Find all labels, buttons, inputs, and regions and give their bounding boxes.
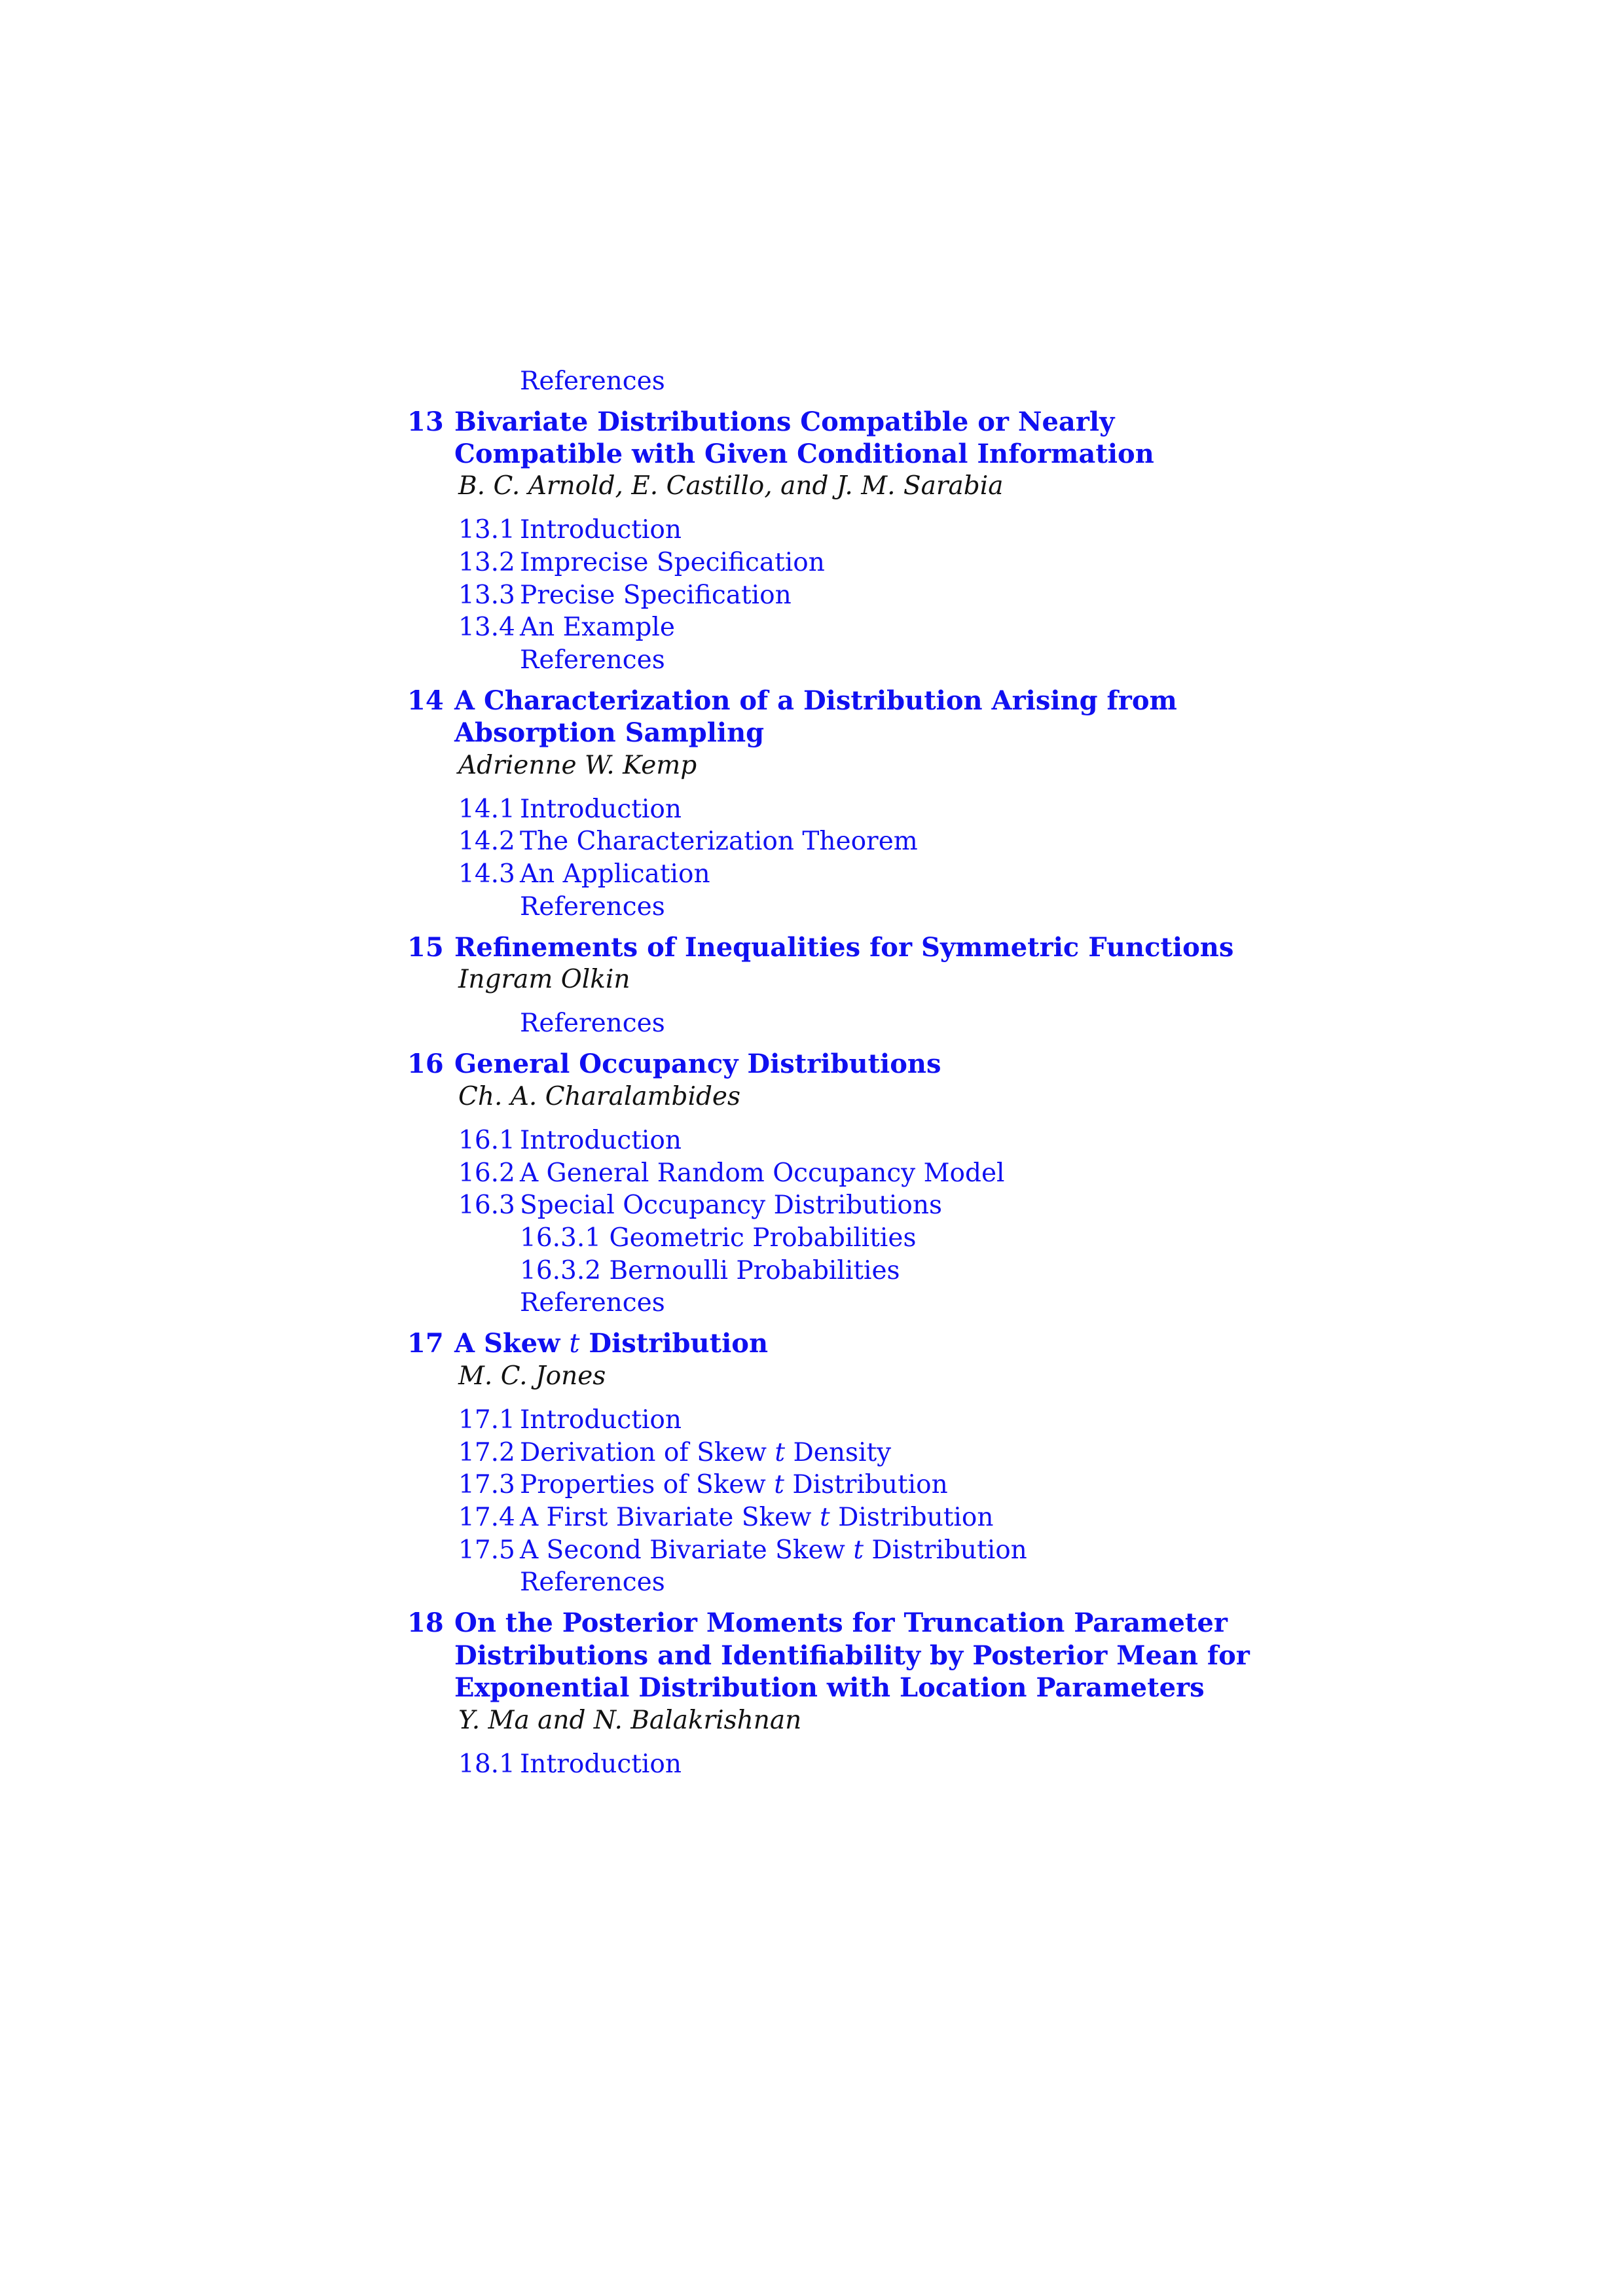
section-number: 14.1	[458, 795, 515, 824]
chapter-title-line: Exponential Distribution with Location Parameters	[454, 1672, 1205, 1703]
section-title: Introduction	[520, 1405, 682, 1435]
section-number: 18.1	[458, 1749, 515, 1779]
toc-link-references[interactable]: References	[520, 892, 665, 922]
title-text: A Second Bivariate Skew	[520, 1535, 845, 1565]
section-number: 14.3	[458, 859, 515, 889]
section-number: 16.3	[458, 1191, 515, 1220]
math-variable: t	[569, 1329, 580, 1359]
section-title: A General Random Occupancy Model	[520, 1158, 1005, 1188]
math-variable: t	[819, 1503, 830, 1532]
chapter-number: 18	[407, 1607, 444, 1638]
chapter-number: 17	[407, 1328, 444, 1359]
title-text: Distribution	[589, 1328, 769, 1359]
section-number: 14.2	[458, 827, 515, 856]
chapter-authors: Adrienne W. Kemp	[458, 751, 697, 780]
chapter-title-line: Absorption Sampling	[454, 717, 765, 748]
chapter-title-line: On the Posterior Moments for Truncation Parameter	[454, 1607, 1228, 1638]
chapter-title-line: Distributions and Identifiability by Posterior Mean for	[454, 1640, 1250, 1671]
math-variable: t	[775, 1438, 786, 1467]
section-number: 13.1	[458, 515, 515, 545]
section-number: 13.4	[458, 613, 515, 642]
chapter-title-line: A Characterization of a Distribution Arising from	[454, 685, 1177, 716]
section-title	[520, 1437, 891, 1469]
section-title: Introduction	[520, 515, 682, 545]
chapter-number: 14	[407, 685, 444, 716]
chapter-title-line: Refinements of Inequalities for Symmetric Functions	[454, 932, 1234, 963]
section-title: An Example	[520, 613, 675, 642]
math-variable: t	[774, 1470, 784, 1499]
title-text: A First Bivariate Skew	[520, 1503, 812, 1532]
section-title: Introduction	[520, 1749, 682, 1779]
chapter-title-line	[454, 1327, 768, 1360]
section-title: Precise Specification	[520, 581, 792, 610]
math-variable: t	[853, 1535, 864, 1565]
toc-link-references[interactable]: References	[520, 1009, 665, 1038]
title-text: A Skew	[454, 1328, 560, 1359]
title-text: Derivation of Skew	[520, 1438, 767, 1467]
section-title: Introduction	[520, 795, 682, 824]
section-number: 17.2	[458, 1438, 515, 1467]
section-title: The Characterization Theorem	[520, 827, 918, 856]
section-title	[520, 1469, 948, 1501]
toc-subsection-16-3-1[interactable]: 16.3.1 Geometric Probabilities	[520, 1223, 917, 1253]
chapter-number: 13	[407, 406, 444, 437]
title-text: Distribution	[792, 1470, 948, 1499]
section-number: 17.4	[458, 1503, 515, 1532]
toc-link-references[interactable]: References	[520, 1288, 665, 1318]
section-title: Special Occupancy Distributions	[520, 1191, 942, 1220]
chapter-authors: M. C. Jones	[458, 1361, 606, 1391]
section-number: 13.3	[458, 581, 515, 610]
chapter-number: 16	[407, 1049, 444, 1079]
section-title: Introduction	[520, 1126, 682, 1155]
toc-link-references[interactable]: References	[520, 1568, 665, 1597]
title-text: Distribution	[838, 1503, 994, 1532]
toc-subsection-16-3-2[interactable]: 16.3.2 Bernoulli Probabilities	[520, 1256, 900, 1285]
chapter-title-line: Compatible with Given Conditional Information	[454, 439, 1154, 469]
chapter-authors: Ingram Olkin	[458, 965, 630, 994]
chapter-authors: Ch. A. Charalambides	[458, 1082, 741, 1111]
section-number: 17.5	[458, 1535, 515, 1565]
section-number: 16.2	[458, 1158, 515, 1188]
toc-link-references[interactable]: References	[520, 367, 665, 396]
chapter-number: 15	[407, 932, 444, 963]
chapter-authors: Y. Ma and N. Balakrishnan	[458, 1706, 802, 1735]
chapter-title-line: Bivariate Distributions Compatible or Nearly	[454, 406, 1115, 437]
section-number: 16.1	[458, 1126, 515, 1155]
toc-link-references[interactable]: References	[520, 645, 665, 675]
chapter-authors: B. C. Arnold, E. Castillo, and J. M. Sarabia	[458, 471, 1004, 501]
section-title	[520, 1501, 993, 1534]
title-text: Density	[793, 1438, 892, 1467]
section-title	[520, 1534, 1027, 1567]
section-title: An Application	[520, 859, 710, 889]
section-number: 17.3	[458, 1470, 515, 1499]
title-text: Properties of Skew	[520, 1470, 766, 1499]
section-number: 17.1	[458, 1405, 515, 1435]
section-number: 13.2	[458, 548, 515, 577]
section-title: Imprecise Specification	[520, 548, 825, 577]
title-text: Distribution	[871, 1535, 1027, 1565]
chapter-title-line: General Occupancy Distributions	[454, 1049, 941, 1079]
